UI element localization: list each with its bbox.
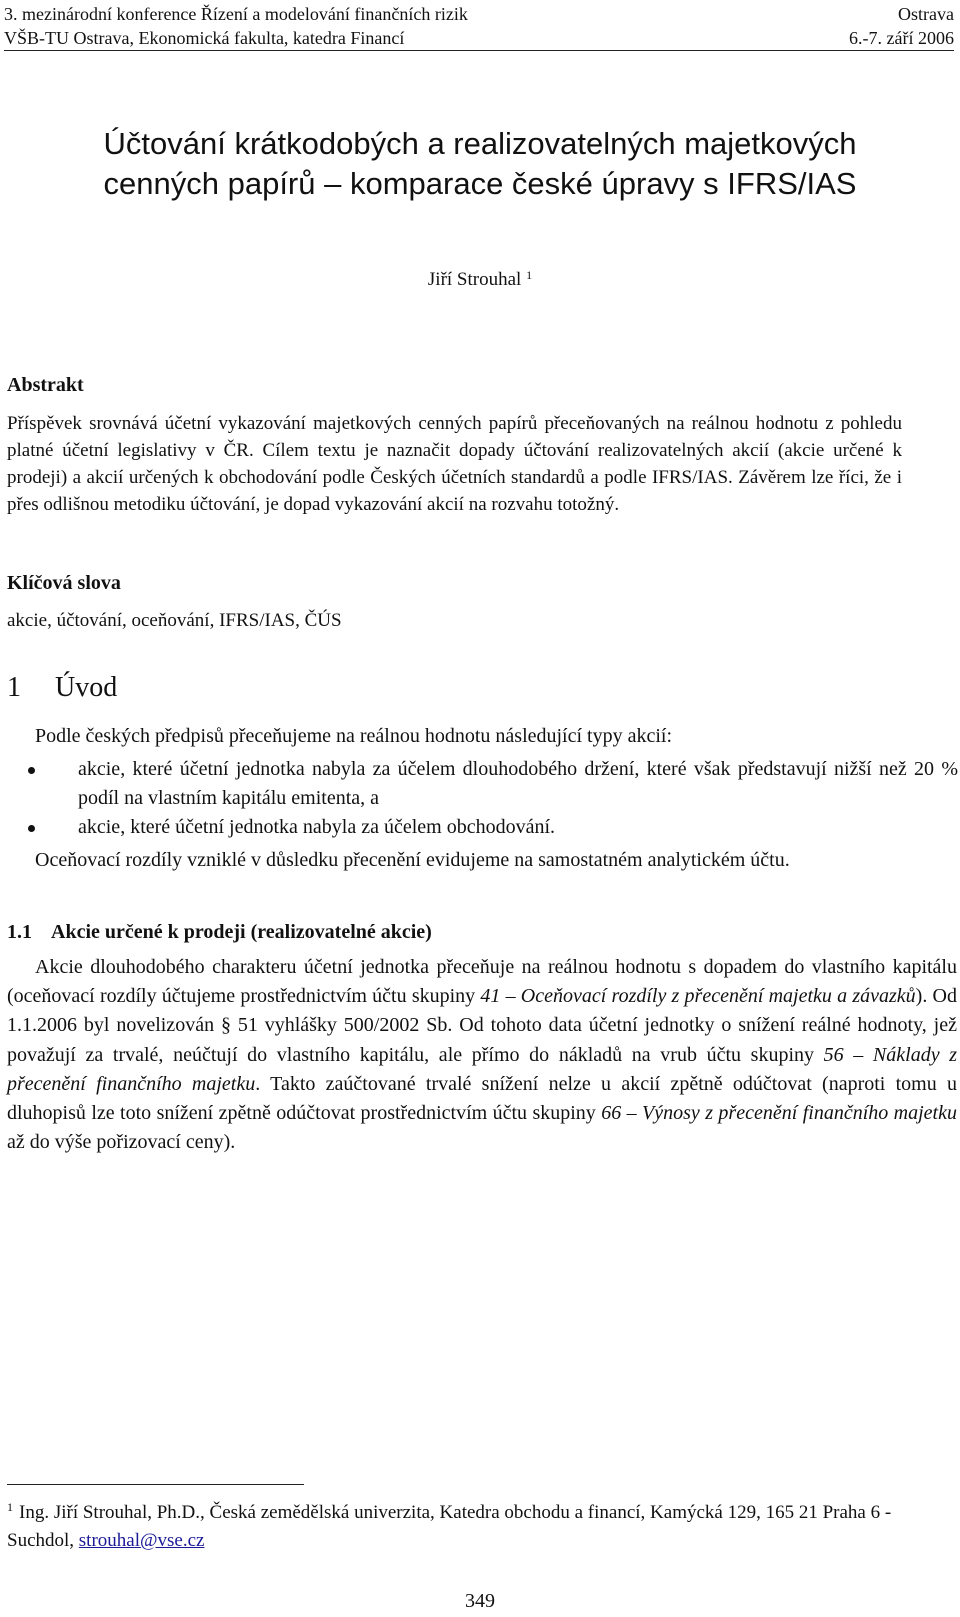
- paragraph-text: . Takto zaúčtované trvalé snížení nelze u akcií zpětně odúčtovat (naproti tomu u dluhopisů lze toto snížení zpětně odúčtovat prostřednictvím účtu skupiny: [7, 1072, 957, 1125]
- subsection-paragraph: [7, 953, 957, 1157]
- subsection-title: Akcie určené k prodeji (realizovatelné akcie): [51, 921, 432, 943]
- list-item-text: akcie, které účetní jednotka nabyla za účelem dlouhodobého držení, které však představují nižší než 20 % podíl na vlastním kapitálu emitenta, a: [78, 758, 958, 809]
- subsection-number: 1.1: [7, 921, 32, 943]
- author-name: Jiří Strouhal: [427, 269, 522, 290]
- running-header-line-1: [4, 3, 954, 26]
- footnote: [7, 1493, 957, 1555]
- abstract-heading: Abstrakt: [7, 374, 84, 396]
- running-header-line-2: [4, 27, 954, 50]
- list-item: [28, 755, 958, 813]
- section-heading: [7, 672, 117, 704]
- section-note: Oceňovací rozdíly vzniklé v důsledku přecenění evidujeme na samostatném analytickém účtu.: [35, 849, 790, 871]
- bullet-icon: [28, 825, 35, 832]
- author-footnote-mark: 1: [526, 268, 533, 282]
- account-reference: 56 – Náklady z přecenění finančního majetku: [7, 1043, 957, 1095]
- account-reference: 66 – Výnosy z přecenění finančního majetku: [601, 1102, 957, 1125]
- conference-city: Ostrava: [898, 4, 954, 24]
- author-line: [0, 268, 960, 291]
- footnote-text: Ing. Jiří Strouhal, Ph.D., Česká zemědělská univerzita, Katedra obchodu a financí, Kamýcká 129, 165 21 Praha 6 - Suchdol,: [7, 1502, 892, 1551]
- list-item-text: akcie, které účetní jednotka nabyla za účelem obchodování.: [78, 816, 556, 838]
- keywords-heading: Klíčová slova: [7, 572, 121, 594]
- paragraph-text: ). Od 1.1.2006 byl novelizován § 51 vyhlášky 500/2002 Sb. Od tohoto data účetní jednotky o snížení reálné hodnoty, jež považují za trvalé, neúčtují do vlastního kapitálu, ale přímo do nákladů na vrub účtu skupiny: [7, 985, 957, 1066]
- abstract-text: Příspěvek srovnává účetní vykazování majetkových cenných papírů přeceňovaných na reálnou hodnotu z pohledu platné účetní legislativy v ČR. Cílem textu je naznačit dopady účtování realizovatelných akcií (akcie určené k prodeji) a akcií určených k obchodování podle Českých účetních standardů a podle IFRS/IAS. Závěrem lze říci, že i přes odlišnou metodiku účtování, je dopad vykazování akcií na rozvahu totožný.: [7, 413, 902, 516]
- account-reference: 41 – Oceňovací rozdíly z přecenění majetku a závazků: [480, 985, 916, 1008]
- paragraph-text: až do výše pořizovací ceny).: [7, 1131, 236, 1154]
- bullet-icon: [28, 767, 35, 774]
- footnote-divider: [7, 1484, 304, 1485]
- section-title: Úvod: [55, 672, 118, 703]
- subsection-heading: [7, 921, 432, 944]
- list-item: [28, 813, 958, 842]
- conference-name: 3. mezinárodní konference Řízení a modelování finančních rizik: [4, 4, 468, 24]
- institution-name: VŠB-TU Ostrava, Ekonomická fakulta, katedra Financí: [4, 28, 405, 48]
- header-divider: [4, 50, 954, 51]
- section-number: 1: [7, 672, 21, 703]
- section-intro: Podle českých předpisů přeceňujeme na reálnou hodnotu následující typy akcií:: [35, 725, 673, 747]
- page-number: 349: [465, 1590, 495, 1612]
- paper-title: Účtování krátkodobých a realizovatelných majetkových cenných papírů – komparace české úpravy s IFRS/IAS: [103, 126, 857, 201]
- keywords-text: akcie, účtování, oceňování, IFRS/IAS, ČÚS: [7, 610, 342, 631]
- paragraph-text: Akcie dlouhodobého charakteru účetní jednotka přeceňuje na reálnou hodnotu s dopadem do vlastního kapitálu (oceňovací rozdíly účtujeme prostřednictvím účtu skupiny: [7, 956, 957, 1008]
- email-link[interactable]: strouhal@vse.cz: [78, 1530, 205, 1551]
- footnote-mark: 1: [7, 1500, 13, 1514]
- conference-dates: 6.-7. září 2006: [849, 28, 954, 48]
